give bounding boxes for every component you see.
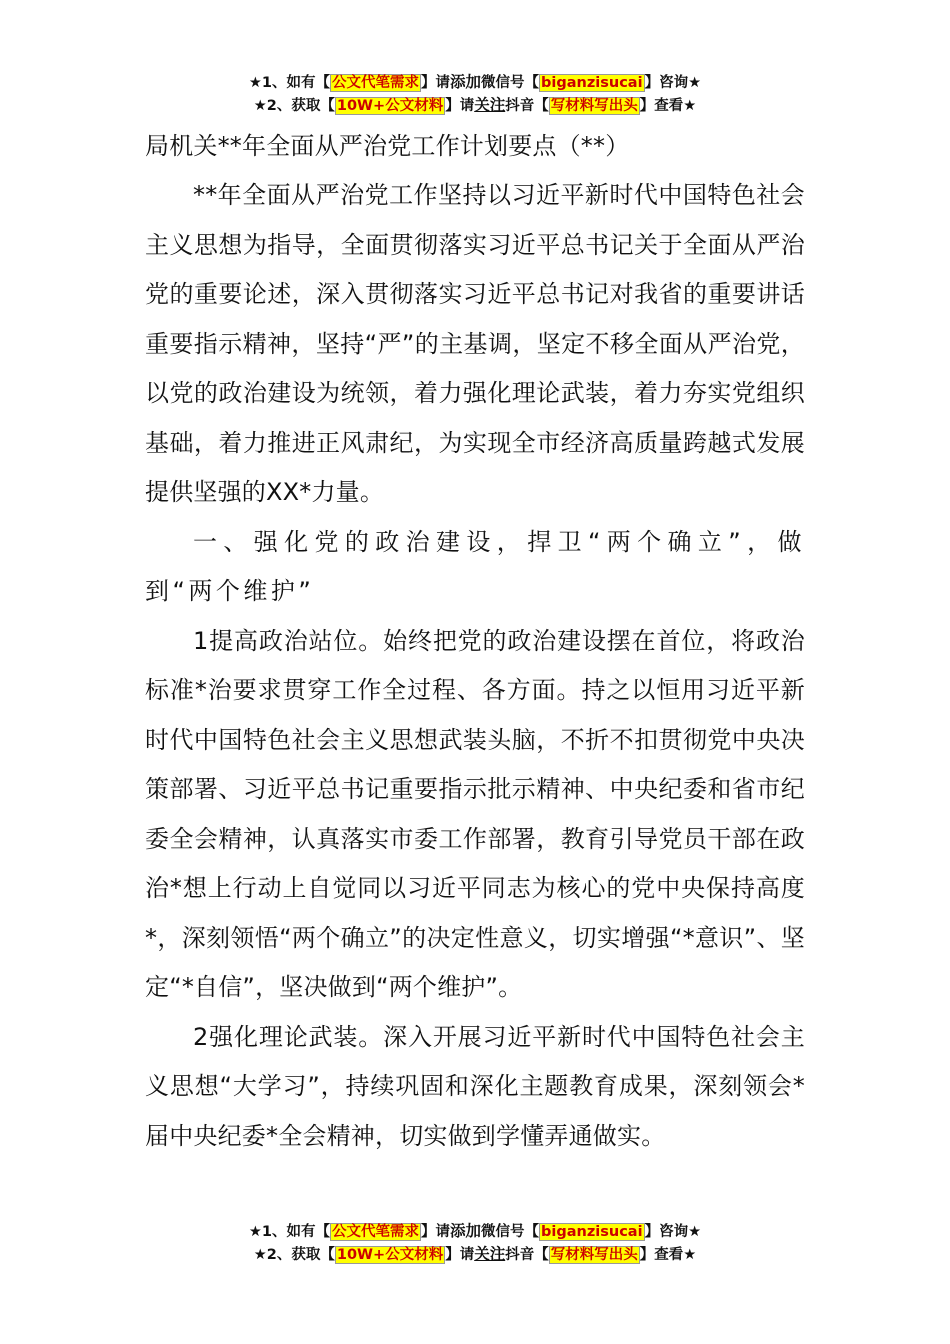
promo-highlight: 公文代笔需求 (332, 1224, 419, 1240)
document-body (145, 127, 805, 1161)
promo-highlight: 10W+公文材料 (336, 1247, 444, 1263)
intro-paragraph: **年全面从严治党工作坚持以习近平新时代中国特色社会主义思想为指导，全面贯彻落实习近平总书记关于全面从严治党的重要论述，深入贯彻落实习近平总书记对我省的重要讲话重要指示精神，坚持“严”的主基调，坚定不移全面从严治党，以党的政治建设为统领，着力强化理论武装，着力夯实党组织基础，着力推进正风肃纪，为实现全市经济高质量跨越式发展提供坚强的XX*力量。 (145, 181, 805, 506)
promo-line-2 (0, 94, 950, 117)
promo-text: 抖音【 (505, 1247, 549, 1263)
promo-wechat-id: biganzisucai (541, 75, 643, 91)
promo-banner-bottom (0, 1220, 950, 1266)
promo-text: ★1、如有【 (248, 1224, 330, 1240)
promo-emphasis: 添加 (450, 1222, 482, 1240)
item-paragraph-1: 1提高政治站位。始终把党的政治建设摆在首位，将政治标准*治要求贯穿工作全过程、各方面。持之以恒用习近平新时代中国特色社会主义思想武装头脑，不折不扣贯彻党中央决策部署、习近平总书记重要指示批示精神、中央纪委和省市纪委全会精神，认真落实市委工作部署，教育引导党员干部在政治*想上行动上自觉同以习近平同志为核心的党中央保持高度*，深刻领悟“两个确立”的决定性意义，切实增强“*意识”、坚定“*自信”，坚决做到“两个维护”。 (145, 626, 805, 1001)
section-heading: 一、强化党的政治建设，捍卫“两个确立”，做到“两个维护” (145, 527, 805, 605)
promo-text: ★2、获取【 (253, 98, 335, 114)
promo-douyin-id: 写材料写出头 (550, 1247, 638, 1263)
promo-text: 微信号【 (481, 1224, 540, 1240)
promo-banner-top (0, 71, 950, 117)
promo-text: 】请 (445, 1247, 475, 1263)
promo-text: 】查看★ (639, 1247, 697, 1263)
promo-emphasis: 关注 (474, 1245, 506, 1263)
document-title: 局机关**年全面从严治党工作计划要点（**） (145, 132, 630, 160)
promo-text: ★1、如有【 (248, 75, 330, 91)
promo-douyin-id: 写材料写出头 (550, 98, 638, 114)
promo-text: 】请 (445, 98, 475, 114)
promo-text: 】咨询★ (644, 1224, 702, 1240)
promo-text: 抖音【 (505, 98, 549, 114)
promo-line-1 (0, 1220, 950, 1243)
promo-text: 】查看★ (639, 98, 697, 114)
promo-highlight: 公文代笔需求 (332, 75, 419, 91)
promo-wechat-id: biganzisucai (541, 1224, 643, 1240)
promo-emphasis: 关注 (474, 96, 506, 114)
promo-emphasis: 添加 (450, 73, 482, 91)
promo-line-2 (0, 1243, 950, 1266)
promo-text: 】请 (421, 75, 450, 91)
promo-text: 】咨询★ (644, 75, 702, 91)
promo-text: 】请 (421, 1224, 450, 1240)
promo-highlight: 10W+公文材料 (336, 98, 444, 114)
promo-line-1 (0, 71, 950, 94)
promo-text: 微信号【 (481, 75, 540, 91)
promo-text: ★2、获取【 (253, 1247, 335, 1263)
item-paragraph-2: 2强化理论武装。深入开展习近平新时代中国特色社会主义思想“大学习”，持续巩固和深化主题教育成果，深刻领会*届中央纪委*全会精神，切实做到学懂弄通做实。 (145, 1022, 805, 1150)
